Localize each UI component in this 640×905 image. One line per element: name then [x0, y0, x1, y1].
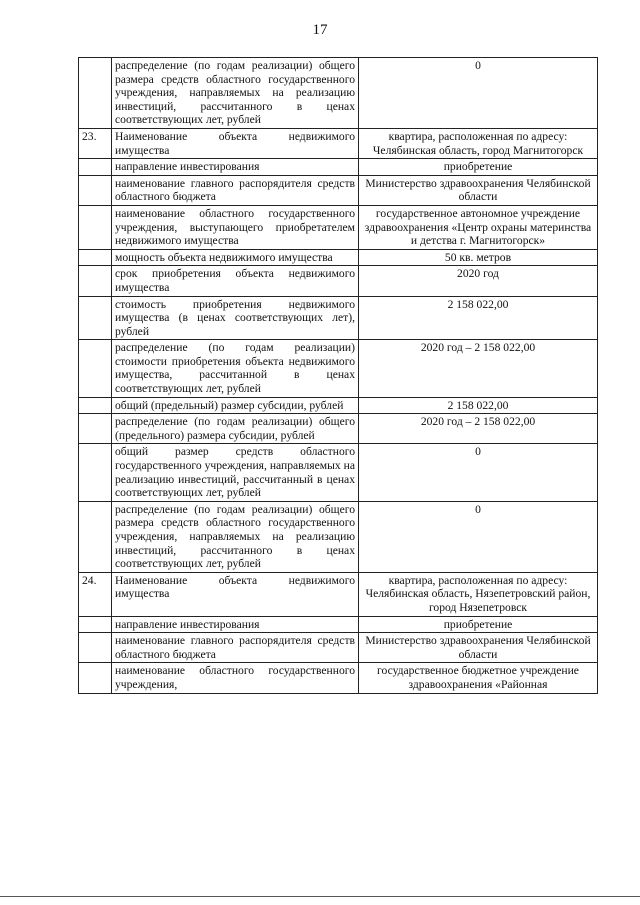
- row-number: [79, 340, 112, 397]
- row-label: Наименование объекта недвижимого имущества: [112, 128, 359, 158]
- row-label: наименование главного распорядителя средств областного бюджета: [112, 633, 359, 663]
- row-label: распределение (по годам реализации) общего (предельного) размера субсидии, рублей: [112, 414, 359, 444]
- row-label: Наименование объекта недвижимого имущества: [112, 572, 359, 616]
- row-value: приобретение: [359, 159, 598, 176]
- row-label: наименование главного распорядителя средств областного бюджета: [112, 175, 359, 205]
- row-label: общий размер средств областного государственного учреждения, направляемых на реализацию инвестиций, рассчитанный в ценах соответствующих лет, рублей: [112, 444, 359, 501]
- row-label: срок приобретения объекта недвижимого имущества: [112, 266, 359, 296]
- table-row: [79, 340, 598, 397]
- table-row: [79, 616, 598, 633]
- table-row: [79, 633, 598, 663]
- row-number: 23.: [79, 128, 112, 158]
- table-row: [79, 58, 598, 129]
- row-number: [79, 616, 112, 633]
- table-row: [79, 266, 598, 296]
- table-row: [79, 296, 598, 340]
- table-row: [79, 159, 598, 176]
- row-label: наименование областного государственного учреждения, выступающего приобретателем недвижимого имущества: [112, 205, 359, 249]
- row-value: 2020 год – 2 158 022,00: [359, 340, 598, 397]
- row-value: 2 158 022,00: [359, 397, 598, 414]
- table-row: [79, 663, 598, 693]
- row-value: квартира, расположенная по адресу: Челябинская область, Нязепетровский район, город Нязепетровск: [359, 572, 598, 616]
- table-row: [79, 175, 598, 205]
- table-row: [79, 128, 598, 158]
- row-label: наименование областного государственного учреждения,: [112, 663, 359, 693]
- row-number: [79, 266, 112, 296]
- row-label: мощность объекта недвижимого имущества: [112, 249, 359, 266]
- row-value: 0: [359, 501, 598, 572]
- row-label: стоимость приобретения недвижимого имущества (в ценах соответствующих лет), рублей: [112, 296, 359, 340]
- row-value: приобретение: [359, 616, 598, 633]
- page-bottom-edge: [0, 896, 640, 897]
- row-label: общий (предельный) размер субсидии, рублей: [112, 397, 359, 414]
- row-value: 0: [359, 444, 598, 501]
- table-row: [79, 249, 598, 266]
- row-value: Министерство здравоохранения Челябинской области: [359, 633, 598, 663]
- row-value: 2020 год – 2 158 022,00: [359, 414, 598, 444]
- investment-table: [78, 57, 598, 694]
- row-value: государственное бюджетное учреждение здравоохранения «Районная: [359, 663, 598, 693]
- row-number: [79, 296, 112, 340]
- row-value: 2 158 022,00: [359, 296, 598, 340]
- row-label: направление инвестирования: [112, 159, 359, 176]
- row-number: [79, 501, 112, 572]
- row-number: [79, 159, 112, 176]
- row-number: [79, 414, 112, 444]
- row-value: квартира, расположенная по адресу: Челябинская область, город Магнитогорск: [359, 128, 598, 158]
- table-row: [79, 397, 598, 414]
- row-number: [79, 444, 112, 501]
- page-number: 17: [312, 22, 328, 38]
- row-number: [79, 58, 112, 129]
- row-number: [79, 633, 112, 663]
- table-row: [79, 572, 598, 616]
- row-number: [79, 663, 112, 693]
- row-value: государственное автономное учреждение здравоохранения «Центр охраны материнства и детства г. Магнитогорск»: [359, 205, 598, 249]
- table-row: [79, 444, 598, 501]
- row-number: 24.: [79, 572, 112, 616]
- row-number: [79, 205, 112, 249]
- row-value: 2020 год: [359, 266, 598, 296]
- table-row: [79, 205, 598, 249]
- table-row: [79, 501, 598, 572]
- row-label: распределение (по годам реализации) общего размера средств областного государственного учреждения, направляемых на реализацию инвестиций, рассчитанного в ценах соответствующих лет, рублей: [112, 501, 359, 572]
- row-number: [79, 249, 112, 266]
- row-label: распределение (по годам реализации) стоимости приобретения объекта недвижимого имущества, рассчитанной в ценах соответствующих лет, рублей: [112, 340, 359, 397]
- row-value: 50 кв. метров: [359, 249, 598, 266]
- row-label: направление инвестирования: [112, 616, 359, 633]
- row-label: распределение (по годам реализации) общего размера средств областного государственного учреждения, направляемых на реализацию инвестиций, рассчитанного в ценах соответствующих лет, рублей: [112, 58, 359, 129]
- row-value: 0: [359, 58, 598, 129]
- row-value: Министерство здравоохранения Челябинской области: [359, 175, 598, 205]
- row-number: [79, 397, 112, 414]
- row-number: [79, 175, 112, 205]
- table-row: [79, 414, 598, 444]
